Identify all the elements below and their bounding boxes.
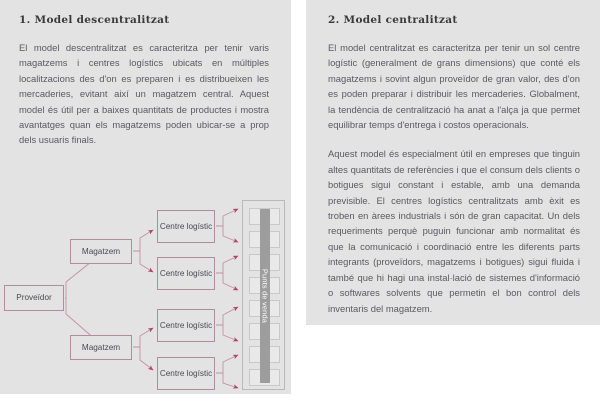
page-title-left: 1. Model descentralitzat	[19, 14, 170, 26]
panel-right-body	[328, 40, 580, 316]
panel-model-descentralitzat	[0, 0, 291, 394]
decentralized-model-diagram	[0, 190, 291, 394]
diagram-node-logistic-centre-1: Centre logístic	[157, 210, 215, 243]
panel-left-body	[19, 40, 269, 148]
points-of-sale-bar	[260, 209, 270, 383]
diagram-node-supplier: Proveïdor	[4, 285, 64, 311]
diagram-node-logistic-centre-4: Centre logístic	[157, 357, 215, 390]
page-title-right: 2. Model centralitzat	[328, 14, 458, 26]
panel-model-centralitzat	[306, 0, 600, 325]
paragraph: El model centralitzat es caracteritza per tenir un sol centre logístic (generalment de grans dimensions) que conté els magatzems i sovint algun proveïdor de gran valor, des d'on es poden preparar i distribuir les mercaderies. Globalment, la tendència de centralització ha anat a l'alça ja que permet equilibrar temps d'entrega i costos operacionals.	[328, 42, 580, 131]
points-of-sale-block	[242, 200, 285, 390]
diagram-node-logistic-centre-3: Centre logístic	[157, 309, 215, 342]
diagram-node-logistic-centre-2: Centre logístic	[157, 257, 215, 290]
diagram-node-warehouse-2: Magatzem	[70, 335, 132, 360]
points-of-sale-label: Punts de venda	[260, 268, 270, 324]
diagram-node-warehouse-1: Magatzem	[70, 239, 132, 264]
paragraph: Aquest model és especialment útil en empreses que tinguin altes quantitats de referències i que el consum dels clients o botigues sigui constant i estable, amb una demanda previsible. El centres logístics centralitzats amb èxit es troben en àrees industrials i són de gran capacitat. Un dels requeriments perquè puguin funcionar amb normalitat és que la comunicació i coordinació entre les diferents parts integrants (proveïdors, magatzems i botigues) sigui fluida i també que hi hagi una instal·lació de sistemes d'informació o softwares solvents que permetin el bon control dels inventaris del magatzem.	[328, 148, 580, 314]
paragraph: El model descentralitzat es caracteritza per tenir varis magatzems i centres logístics ubicats en múltiples localitzacions des d'on es preparen i es distribueixen les mercaderies, evitant així un magatzem central. Aquest model és útil per a baixes quantitats de productes i mostra avantatges quan els magatzems poden ubicar-se a prop dels usuaris finals.	[19, 42, 269, 146]
